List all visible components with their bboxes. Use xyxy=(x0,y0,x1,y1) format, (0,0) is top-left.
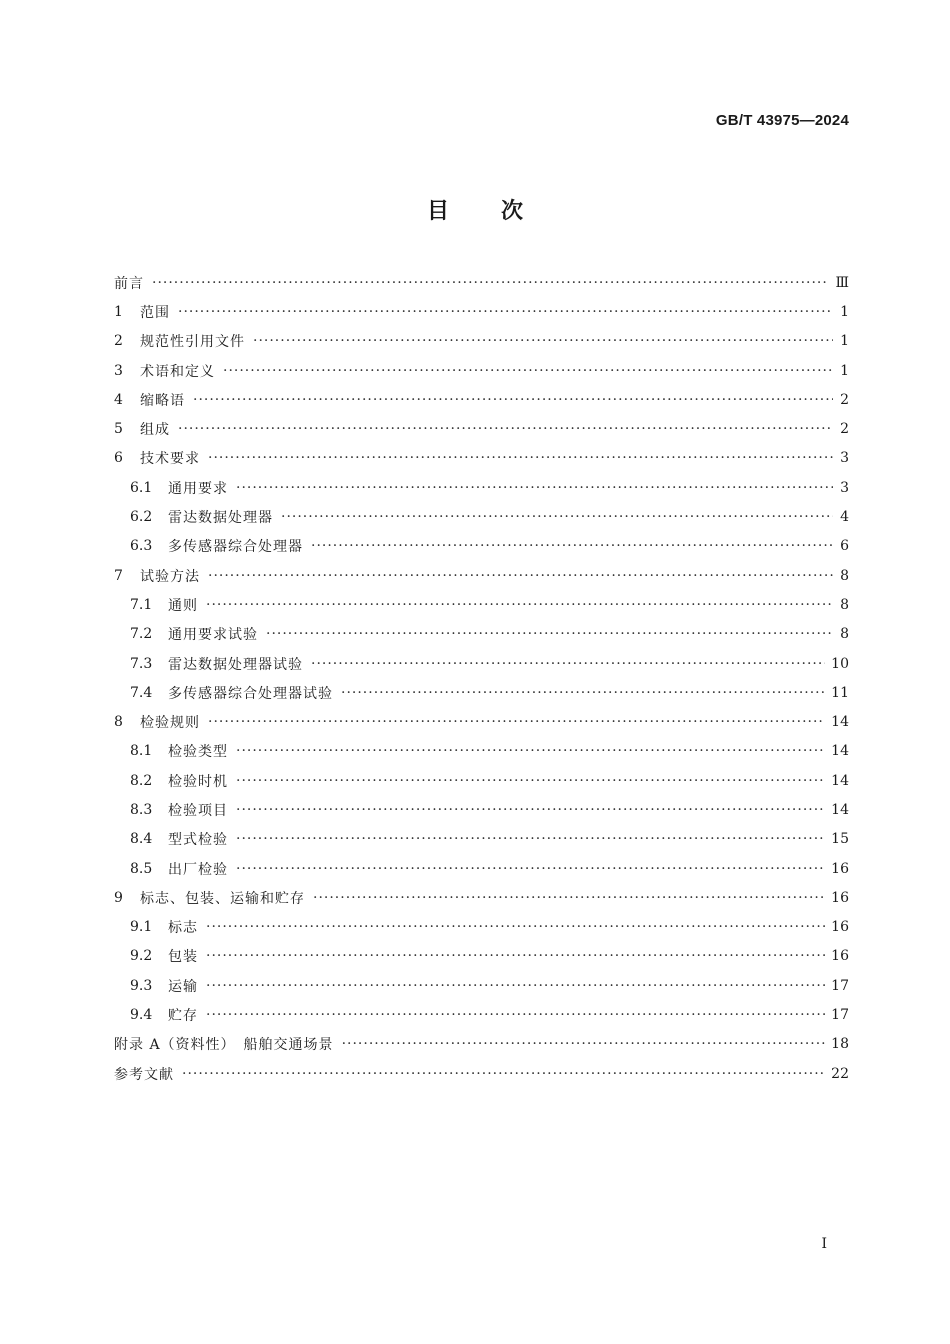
toc-leader-dots xyxy=(236,480,833,496)
toc-entry-number: 9.4 xyxy=(130,1007,153,1024)
toc-leader-dots xyxy=(206,1007,825,1023)
toc-entry-page: 6 xyxy=(840,538,849,555)
toc-entry-number: 7.3 xyxy=(130,655,153,672)
toc-entry-page: 14 xyxy=(831,801,849,818)
toc-leader-dots xyxy=(206,597,833,613)
toc-entry-page: 11 xyxy=(831,684,849,701)
toc-entry-label: 检验规则 xyxy=(140,715,200,732)
toc-leader-dots xyxy=(266,626,833,642)
toc-entry-number: 8.2 xyxy=(130,772,153,789)
toc-entry-number: 1 xyxy=(114,303,123,320)
toc-entry-6[interactable] xyxy=(114,444,849,473)
toc-entry-number: 7.2 xyxy=(130,626,153,643)
toc-leader-dots xyxy=(236,802,825,818)
toc-entry-number: 6.1 xyxy=(130,479,153,496)
toc-entry-page: 1 xyxy=(840,362,849,379)
toc-title-part2: 次 xyxy=(501,199,524,224)
toc-entry-page: 14 xyxy=(831,772,849,789)
toc-entry-number: 8 xyxy=(114,714,123,731)
toc-entry-page: 16 xyxy=(831,889,849,906)
toc-entry-number: 3 xyxy=(114,362,123,379)
toc-entry-page: 16 xyxy=(831,919,849,936)
toc-entry-label: 组成 xyxy=(140,422,170,439)
toc-entry-9-3[interactable] xyxy=(114,971,849,1000)
table-of-contents xyxy=(114,268,849,1088)
toc-entry-bibliography[interactable] xyxy=(114,1059,849,1088)
toc-entry-page: 3 xyxy=(840,450,849,467)
toc-entry-label: 雷达数据处理器试验 xyxy=(168,656,303,673)
toc-entry-5[interactable] xyxy=(114,414,849,443)
toc-entry-6-1[interactable] xyxy=(114,473,849,502)
toc-title-part1: 目 xyxy=(426,199,449,224)
toc-entry-9[interactable] xyxy=(114,883,849,912)
toc-entry-number: 8.4 xyxy=(130,831,153,848)
toc-entry-page: 3 xyxy=(840,479,849,496)
toc-entry-6-2[interactable] xyxy=(114,502,849,531)
toc-entry-number: 8.5 xyxy=(130,860,153,877)
toc-entry-page: 14 xyxy=(831,743,849,760)
toc-leader-dots xyxy=(206,978,825,994)
toc-entry-7-4[interactable] xyxy=(114,678,849,707)
toc-entry-label: 通用要求试验 xyxy=(168,627,258,644)
toc-entry-number: 9.1 xyxy=(130,919,153,936)
toc-entry-label: 通用要求 xyxy=(168,480,228,497)
toc-entry-page: 16 xyxy=(831,860,849,877)
toc-entry-number: 6 xyxy=(114,450,123,467)
toc-leader-dots xyxy=(208,450,833,466)
toc-entry-page: 15 xyxy=(831,831,849,848)
toc-entry-foreword[interactable] xyxy=(114,268,849,297)
toc-entry-number: 5 xyxy=(114,421,123,438)
toc-entry-label: 雷达数据处理器 xyxy=(168,510,273,527)
toc-entry-label: 多传感器综合处理器 xyxy=(168,539,303,556)
toc-entry-page: 8 xyxy=(840,626,849,643)
toc-entry-number: 4 xyxy=(114,391,123,408)
toc-entry-number: 6.2 xyxy=(130,509,153,526)
toc-entry-label: 检验类型 xyxy=(168,744,228,761)
toc-leader-dots xyxy=(342,1036,826,1052)
toc-entry-label: 包装 xyxy=(168,949,198,966)
toc-title xyxy=(0,194,950,225)
toc-entry-page: 4 xyxy=(840,509,849,526)
toc-entry-number: 6.3 xyxy=(130,538,153,555)
toc-entry-number: 7 xyxy=(114,567,123,584)
toc-entry-7-2[interactable] xyxy=(114,620,849,649)
toc-entry-8-1[interactable] xyxy=(114,737,849,766)
toc-entry-page: 17 xyxy=(831,977,849,994)
toc-entry-8-2[interactable] xyxy=(114,766,849,795)
toc-leader-dots xyxy=(281,509,833,525)
toc-entry-label: 范围 xyxy=(140,304,170,321)
toc-entry-page: 18 xyxy=(831,1036,849,1053)
toc-entry-number: 9.3 xyxy=(130,977,153,994)
toc-entry-label: 型式检验 xyxy=(168,832,228,849)
toc-entry-7[interactable] xyxy=(114,561,849,590)
toc-entry-4[interactable] xyxy=(114,385,849,414)
toc-leader-dots xyxy=(193,392,833,408)
toc-entry-number: 8.1 xyxy=(130,743,153,760)
toc-leader-dots xyxy=(236,773,825,789)
toc-entry-number: 9.2 xyxy=(130,948,153,965)
toc-entry-page: 2 xyxy=(840,391,849,408)
toc-entry-page: 17 xyxy=(831,1007,849,1024)
toc-entry-annex-a[interactable] xyxy=(114,1030,849,1059)
toc-entry-page: 8 xyxy=(840,567,849,584)
toc-leader-dots xyxy=(236,861,825,877)
toc-entry-page: 22 xyxy=(831,1065,849,1082)
toc-entry-label: 出厂检验 xyxy=(168,861,228,878)
toc-entry-label: 规范性引用文件 xyxy=(140,334,245,351)
toc-leader-dots xyxy=(236,743,825,759)
toc-entry-7-1[interactable] xyxy=(114,590,849,619)
toc-entry-7-3[interactable] xyxy=(114,649,849,678)
toc-entry-label: 参考文献 xyxy=(114,1066,174,1083)
page-folio: Ⅰ xyxy=(821,1236,827,1252)
toc-entry-page: 16 xyxy=(831,948,849,965)
toc-entry-page: 10 xyxy=(831,655,849,672)
toc-leader-dots xyxy=(206,948,825,964)
toc-entry-label: 试验方法 xyxy=(140,568,200,585)
toc-entry-8-4[interactable] xyxy=(114,825,849,854)
toc-entry-number: 2 xyxy=(114,333,123,350)
toc-leader-dots xyxy=(253,333,833,349)
toc-entry-page: 14 xyxy=(831,714,849,731)
toc-entry-number: 9 xyxy=(114,889,123,906)
toc-entry-2[interactable] xyxy=(114,327,849,356)
toc-entry-label: 运输 xyxy=(168,978,198,995)
toc-entry-label: 术语和定义 xyxy=(140,363,215,380)
toc-leader-dots xyxy=(313,890,825,906)
toc-entry-label: 标志 xyxy=(168,920,198,937)
toc-entry-6-3[interactable] xyxy=(114,532,849,561)
toc-entry-9-2[interactable] xyxy=(114,942,849,971)
toc-entry-label: 通则 xyxy=(168,597,198,614)
toc-leader-dots xyxy=(152,275,829,291)
toc-entry-label: 前言 xyxy=(114,275,144,292)
toc-entry-number: 7.4 xyxy=(130,684,153,701)
toc-leader-dots xyxy=(178,421,833,437)
toc-leader-dots xyxy=(182,1066,825,1082)
toc-entry-8-5[interactable] xyxy=(114,854,849,883)
toc-entry-number: 8.3 xyxy=(130,801,153,818)
toc-entry-page: 1 xyxy=(840,303,849,320)
toc-entry-label: 缩略语 xyxy=(140,392,185,409)
toc-entry-1[interactable] xyxy=(114,297,849,326)
toc-leader-dots xyxy=(206,919,825,935)
toc-leader-dots xyxy=(208,714,825,730)
toc-entry-page: 8 xyxy=(840,596,849,613)
toc-entry-label: 贮存 xyxy=(168,1008,198,1025)
toc-entry-label: 检验项目 xyxy=(168,802,228,819)
standard-code: GB/T 43975—2024 xyxy=(715,112,849,129)
toc-leader-dots xyxy=(178,304,833,320)
toc-entry-3[interactable] xyxy=(114,356,849,385)
toc-leader-dots xyxy=(236,831,825,847)
toc-entry-9-1[interactable] xyxy=(114,913,849,942)
toc-entry-label: 检验时机 xyxy=(168,773,228,790)
toc-entry-label: 多传感器综合处理器试验 xyxy=(168,685,333,702)
toc-entry-8-3[interactable] xyxy=(114,795,849,824)
toc-entry-number: 7.1 xyxy=(130,596,153,613)
toc-entry-label: 标志、包装、运输和贮存 xyxy=(140,890,305,907)
toc-leader-dots xyxy=(341,685,825,701)
toc-entry-8[interactable] xyxy=(114,707,849,736)
toc-entry-label: 技术要求 xyxy=(140,451,200,468)
toc-entry-page: 1 xyxy=(840,333,849,350)
toc-leader-dots xyxy=(311,538,833,554)
toc-entry-9-4[interactable] xyxy=(114,1000,849,1029)
toc-leader-dots xyxy=(223,363,833,379)
toc-leader-dots xyxy=(311,656,825,672)
toc-leader-dots xyxy=(208,568,833,584)
toc-entry-page: Ⅲ xyxy=(835,274,849,291)
toc-entry-label: 附录 A（资料性） 船舶交通场景 xyxy=(114,1037,334,1054)
toc-entry-page: 2 xyxy=(840,421,849,438)
